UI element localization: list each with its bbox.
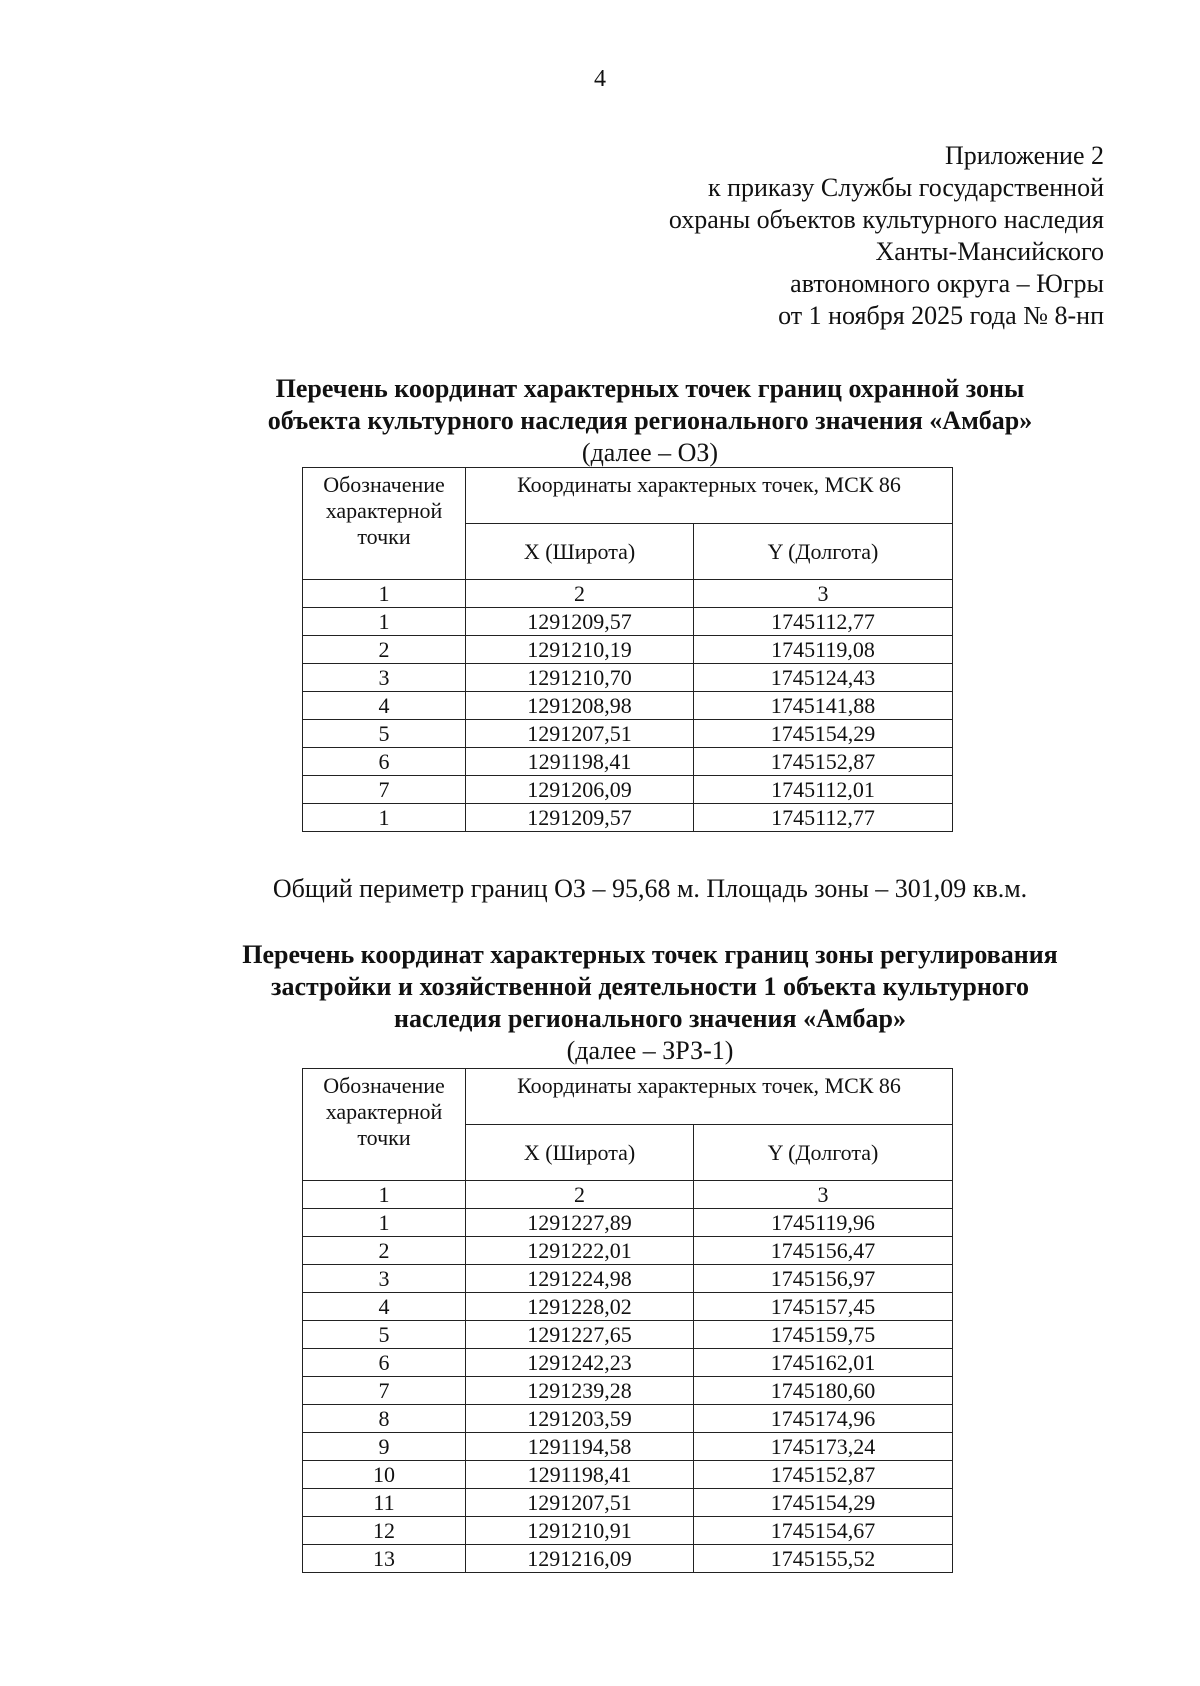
x-coord-cell: 1291203,59 [466,1405,694,1433]
appendix-line: Приложение 2 [944,141,1104,170]
x-coord-cell: 1291242,23 [466,1349,694,1377]
x-coord-cell: 1291207,51 [466,720,694,748]
table-row [303,636,953,664]
y-coord-cell: 1745157,45 [694,1293,953,1321]
x-coord-cell: 1291227,89 [466,1209,694,1237]
y-coord-cell: 1745112,77 [694,804,953,832]
x-coord-cell: 1291216,09 [466,1545,694,1573]
table-row [303,1293,953,1321]
table-row [303,1349,953,1377]
header-point: Обозначение характерной точки [303,1069,466,1181]
header-x: X (Широта) [466,1125,694,1181]
section2-subtitle: (далее – ЗРЗ-1) [566,1036,734,1065]
y-coord-cell: 1745159,75 [694,1321,953,1349]
appendix-line: автономного округа – Югры [790,269,1104,298]
y-coord-cell: 1745119,96 [694,1209,953,1237]
y-coord-cell: 1745141,88 [694,692,953,720]
point-id-cell: 2 [303,636,466,664]
table-row [303,776,953,804]
header-y: Y (Долгота) [694,524,953,580]
y-coord-cell: 1745156,97 [694,1265,953,1293]
table-row [303,1265,953,1293]
header-coords: Координаты характерных точек, МСК 86 [466,468,953,524]
y-coord-cell: 1745124,43 [694,664,953,692]
x-coord-cell: 1291194,58 [466,1433,694,1461]
y-coord-cell: 1745119,08 [694,636,953,664]
section2-title-line: застройки и хозяйственной деятельности 1 объекта культурного [271,972,1029,1001]
y-coord-cell: 1745154,29 [694,720,953,748]
col-number: 3 [694,1181,953,1209]
col-number: 2 [466,1181,694,1209]
y-coord-cell: 1745173,24 [694,1433,953,1461]
page-number: 4 [594,66,606,92]
point-id-cell: 7 [303,776,466,804]
point-id-cell: 3 [303,664,466,692]
table-row [303,804,953,832]
y-coord-cell: 1745152,87 [694,1461,953,1489]
point-id-cell: 1 [303,608,466,636]
header-coords: Координаты характерных точек, МСК 86 [466,1069,953,1125]
table-row [303,1545,953,1573]
section2-title-line: наследия регионального значения «Амбар» [393,1004,907,1033]
table-row [303,1321,953,1349]
table-row [303,1377,953,1405]
point-id-cell: 5 [303,1321,466,1349]
table-row [303,1489,953,1517]
x-coord-cell: 1291198,41 [466,748,694,776]
header-point: Обозначение характерной точки [303,468,466,580]
x-coord-cell: 1291239,28 [466,1377,694,1405]
y-coord-cell: 1745155,52 [694,1545,953,1573]
appendix-line: от 1 ноября 2025 года № 8-нп [778,301,1104,330]
table-row [303,1433,953,1461]
point-id-cell: 8 [303,1405,466,1433]
col-number: 3 [694,580,953,608]
table-row [303,748,953,776]
point-id-cell: 1 [303,804,466,832]
table-row [303,1405,953,1433]
y-coord-cell: 1745162,01 [694,1349,953,1377]
point-id-cell: 7 [303,1377,466,1405]
table-row [303,1237,953,1265]
point-id-cell: 3 [303,1265,466,1293]
appendix-line: к приказу Службы государственной [707,173,1104,202]
table-row [303,1517,953,1545]
x-coord-cell: 1291224,98 [466,1265,694,1293]
x-coord-cell: 1291209,57 [466,608,694,636]
x-coord-cell: 1291210,19 [466,636,694,664]
point-id-cell: 6 [303,748,466,776]
x-coord-cell: 1291198,41 [466,1461,694,1489]
x-coord-cell: 1291210,70 [466,664,694,692]
table-row [303,692,953,720]
point-id-cell: 5 [303,720,466,748]
point-id-cell: 12 [303,1517,466,1545]
point-id-cell: 10 [303,1461,466,1489]
x-coord-cell: 1291207,51 [466,1489,694,1517]
section1-title-line: объекта культурного наследия регионального значения «Амбар» [267,406,1033,435]
point-id-cell: 4 [303,1293,466,1321]
x-coord-cell: 1291222,01 [466,1237,694,1265]
table-row [303,664,953,692]
appendix-line: Ханты-Мансийского [875,237,1104,266]
table-oz [302,467,953,832]
point-id-cell: 2 [303,1237,466,1265]
section1-title-line: Перечень координат характерных точек границ охранной зоны [275,374,1025,403]
point-id-cell: 13 [303,1545,466,1573]
y-coord-cell: 1745154,67 [694,1517,953,1545]
section1-subtitle: (далее – ОЗ) [581,438,719,467]
point-id-cell: 11 [303,1489,466,1517]
y-coord-cell: 1745174,96 [694,1405,953,1433]
x-coord-cell: 1291210,91 [466,1517,694,1545]
x-coord-cell: 1291228,02 [466,1293,694,1321]
y-coord-cell: 1745152,87 [694,748,953,776]
point-id-cell: 1 [303,1209,466,1237]
col-number: 2 [466,580,694,608]
perimeter-summary: Общий периметр границ ОЗ – 95,68 м. Площадь зоны – 301,09 кв.м. [272,874,1028,903]
y-coord-cell: 1745156,47 [694,1237,953,1265]
y-coord-cell: 1745180,60 [694,1377,953,1405]
x-coord-cell: 1291206,09 [466,776,694,804]
y-coord-cell: 1745112,77 [694,608,953,636]
table-row [303,720,953,748]
table-row [303,1209,953,1237]
y-coord-cell: 1745154,29 [694,1489,953,1517]
col-number: 1 [303,580,466,608]
point-id-cell: 6 [303,1349,466,1377]
section2-title-line: Перечень координат характерных точек границ зоны регулирования [242,940,1058,969]
table-row [303,608,953,636]
x-coord-cell: 1291209,57 [466,804,694,832]
appendix-header [669,140,1104,332]
header-x: X (Широта) [466,524,694,580]
table-row [303,1461,953,1489]
table-zrz1 [302,1068,953,1573]
y-coord-cell: 1745112,01 [694,776,953,804]
section1-heading [0,373,1200,469]
x-coord-cell: 1291208,98 [466,692,694,720]
col-number: 1 [303,1181,466,1209]
point-id-cell: 4 [303,692,466,720]
section2-heading [0,939,1200,1067]
appendix-line: охраны объектов культурного наследия [668,205,1104,234]
header-y: Y (Долгота) [694,1125,953,1181]
x-coord-cell: 1291227,65 [466,1321,694,1349]
point-id-cell: 9 [303,1433,466,1461]
